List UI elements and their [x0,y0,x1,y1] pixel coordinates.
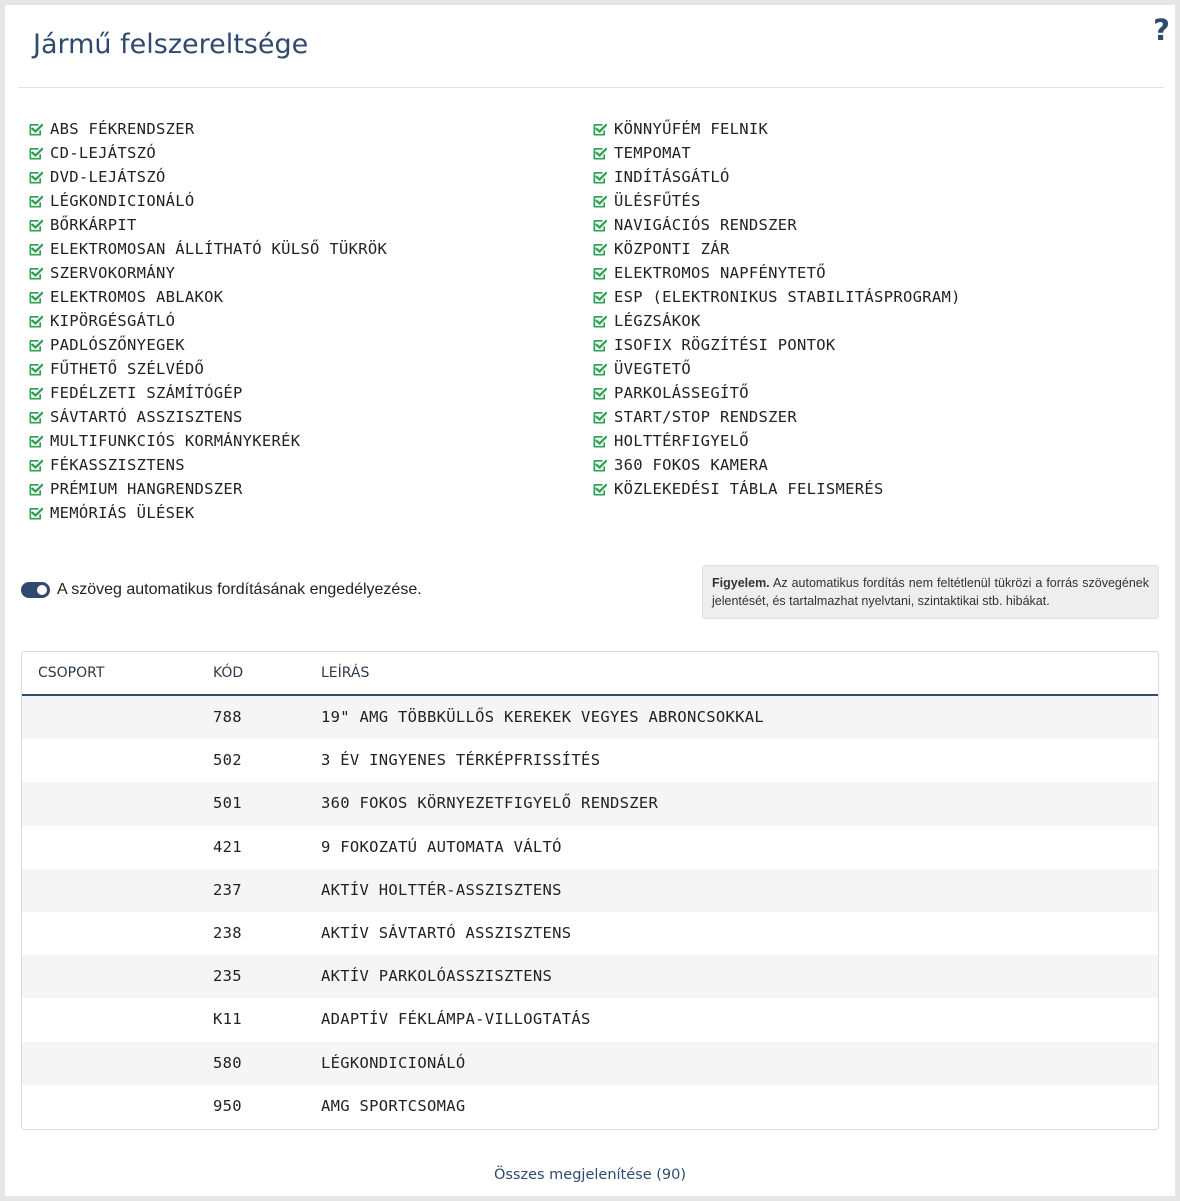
check-square-icon [592,170,607,185]
check-square-icon [592,386,607,401]
feature-column-right [592,117,961,501]
check-square-icon [592,290,607,305]
feature-item [28,189,387,213]
cell-description: AKTÍV HOLTTÉR-ASSZISZTENS [321,880,562,899]
check-square-icon [28,458,43,473]
feature-item [592,357,961,381]
check-square-icon [28,410,43,425]
feature-label: ABS FÉKRENDSZER [50,120,195,138]
cell-description: ADAPTÍV FÉKLÁMPA-VILLOGTATÁS [321,1010,591,1029]
column-header-description[interactable]: LEÍRÁS [321,665,370,681]
feature-item [592,381,961,405]
check-square-icon [28,170,43,185]
check-square-icon [592,362,607,377]
cell-description: 9 FOKOZATÚ AUTOMATA VÁLTÓ [321,837,562,856]
check-square-icon [592,194,607,209]
feature-label: FEDÉLZETI SZÁMÍTÓGÉP [50,384,243,402]
cell-code: 950 [213,1096,242,1115]
feature-label: PADLÓSZŐNYEGEK [50,336,185,354]
translation-toggle-row [21,581,422,599]
cell-code: 421 [213,837,242,856]
feature-label: ÜLÉSFŰTÉS [614,192,701,210]
translation-toggle-label: A szöveg automatikus fordításának engedélyezése. [57,581,422,598]
check-square-icon [592,242,607,257]
feature-label: SZERVOKORMÁNY [50,264,176,282]
check-square-icon [592,458,607,473]
feature-item [28,429,387,453]
check-square-icon [592,122,607,137]
cell-description: 3 ÉV INGYENES TÉRKÉPFRISSÍTÉS [321,751,601,770]
check-square-icon [28,362,43,377]
help-icon[interactable]: ? [1153,13,1170,47]
feature-label: MULTIFUNKCIÓS KORMÁNYKERÉK [50,432,301,450]
feature-label: FŰTHETŐ SZÉLVÉDŐ [50,360,205,378]
feature-item [28,453,387,477]
check-square-icon [28,314,43,329]
feature-label: ELEKTROMOSAN ÁLLÍTHATÓ KÜLSŐ TÜKRÖK [50,240,388,258]
feature-item [28,309,387,333]
check-square-icon [28,506,43,521]
check-square-icon [592,146,607,161]
feature-item [592,477,961,501]
feature-item [592,189,961,213]
feature-item [28,117,387,141]
cell-description: AMG SPORTCSOMAG [321,1096,466,1115]
feature-item [28,261,387,285]
feature-label: ISOFIX RÖGZÍTÉSI PONTOK [614,336,836,354]
check-square-icon [592,482,607,497]
feature-label: HOLTTÉRFIGYELŐ [614,432,749,450]
check-square-icon [28,434,43,449]
table-row [22,869,1158,912]
feature-label: KÖZPONTI ZÁR [614,240,730,258]
feature-item [592,141,961,165]
check-square-icon [592,218,607,233]
cell-code: 501 [213,794,242,813]
notice-title: Figyelem. [712,576,770,590]
check-square-icon [28,218,43,233]
feature-item [28,141,387,165]
feature-label: ELEKTROMOS NAPFÉNYTETŐ [614,264,826,282]
feature-item [592,285,961,309]
check-square-icon [28,122,43,137]
check-square-icon [28,242,43,257]
check-square-icon [592,266,607,281]
feature-label: MEMÓRIÁS ÜLÉSEK [50,504,195,522]
feature-label: KIPÖRGÉSGÁTLÓ [50,312,176,330]
feature-column-left [28,117,387,525]
check-square-icon [592,410,607,425]
feature-label: ELEKTROMOS ABLAKOK [50,288,224,306]
page-title: Jármű felszereltsége [33,29,309,60]
translation-notice [702,565,1159,619]
check-square-icon [592,338,607,353]
feature-item [592,333,961,357]
check-square-icon [28,194,43,209]
check-square-icon [28,386,43,401]
check-square-icon [28,146,43,161]
translation-toggle[interactable] [21,582,50,598]
cell-code: 238 [213,923,242,942]
feature-label: FÉKASSZISZTENS [50,456,185,474]
feature-label: ÜVEGTETŐ [614,360,692,378]
check-square-icon [28,482,43,497]
table-row [22,912,1158,955]
table-row [22,1085,1158,1128]
feature-item [592,165,961,189]
cell-description: 19" AMG TÖBBKÜLLŐS KEREKEK VEGYES ABRONCSOKKAL [321,708,765,726]
feature-item [592,429,961,453]
feature-label: DVD-LEJÁTSZÓ [50,168,166,186]
feature-item [28,381,387,405]
cell-description: AKTÍV SÁVTARTÓ ASSZISZTENS [321,923,572,942]
feature-item [28,501,387,525]
column-header-group[interactable]: CSOPORT [38,665,105,681]
cell-code: K11 [213,1010,242,1029]
cell-description: AKTÍV PARKOLÓASSZISZTENS [321,967,553,986]
feature-label: KÖNNYŰFÉM FELNIK [614,120,769,138]
feature-label: 360 FOKOS KAMERA [614,456,769,474]
cell-code: 580 [213,1053,242,1072]
divider [18,87,1164,88]
cell-code: 788 [213,708,242,726]
feature-item [28,165,387,189]
feature-item [28,333,387,357]
feature-label: PARKOLÁSSEGÍTŐ [614,384,749,402]
feature-item [28,357,387,381]
feature-item [592,261,961,285]
feature-label: LÉGKONDICIONÁLÓ [50,192,195,210]
feature-item [28,405,387,429]
feature-label: ESP (ELEKTRONIKUS STABILITÁSPROGRAM) [614,288,961,306]
feature-item [592,405,961,429]
feature-item [592,309,961,333]
table-row [22,1042,1158,1085]
feature-item [592,453,961,477]
table-row [22,998,1158,1041]
equipment-table [21,651,1159,1130]
feature-item [592,237,961,261]
check-square-icon [28,338,43,353]
column-header-code[interactable]: KÓD [213,665,244,681]
feature-label: LÉGZSÁKOK [614,312,701,330]
table-row [22,782,1158,825]
feature-label: BŐRKÁRPIT [50,216,137,234]
show-all-link[interactable]: Összes megjelenítése (90) [493,1167,687,1183]
feature-item [28,237,387,261]
check-square-icon [592,314,607,329]
feature-item [28,213,387,237]
table-row [22,696,1158,739]
feature-label: CD-LEJÁTSZÓ [50,144,156,162]
check-square-icon [28,266,43,281]
table-header [22,652,1158,696]
check-square-icon [28,290,43,305]
feature-label: TEMPOMAT [614,144,692,162]
table-body [22,696,1158,1128]
cell-description: 360 FOKOS KÖRNYEZETFIGYELŐ RENDSZER [321,794,659,813]
notice-text: Az automatikus fordítás nem feltétlenül tükrözi a forrás szövegének jelentését, és tartalmazhat nyelvtani, szintaktikai stb. hibákat. [712,576,1149,608]
feature-label: NAVIGÁCIÓS RENDSZER [614,216,798,234]
table-row [22,955,1158,998]
cell-code: 235 [213,967,242,986]
feature-label: SÁVTARTÓ ASSZISZTENS [50,408,243,426]
cell-description: LÉGKONDICIONÁLÓ [321,1053,466,1072]
feature-label: START/STOP RENDSZER [614,408,798,426]
cell-code: 237 [213,880,242,899]
table-row [22,826,1158,869]
table-row [22,739,1158,782]
feature-item [28,477,387,501]
feature-label: PRÉMIUM HANGRENDSZER [50,480,243,498]
check-square-icon [592,434,607,449]
equipment-card [5,5,1175,1196]
cell-code: 502 [213,751,242,770]
feature-label: KÖZLEKEDÉSI TÁBLA FELISMERÉS [614,480,884,498]
feature-label: INDÍTÁSGÁTLÓ [614,168,730,186]
feature-item [28,285,387,309]
feature-item [592,117,961,141]
feature-item [592,213,961,237]
